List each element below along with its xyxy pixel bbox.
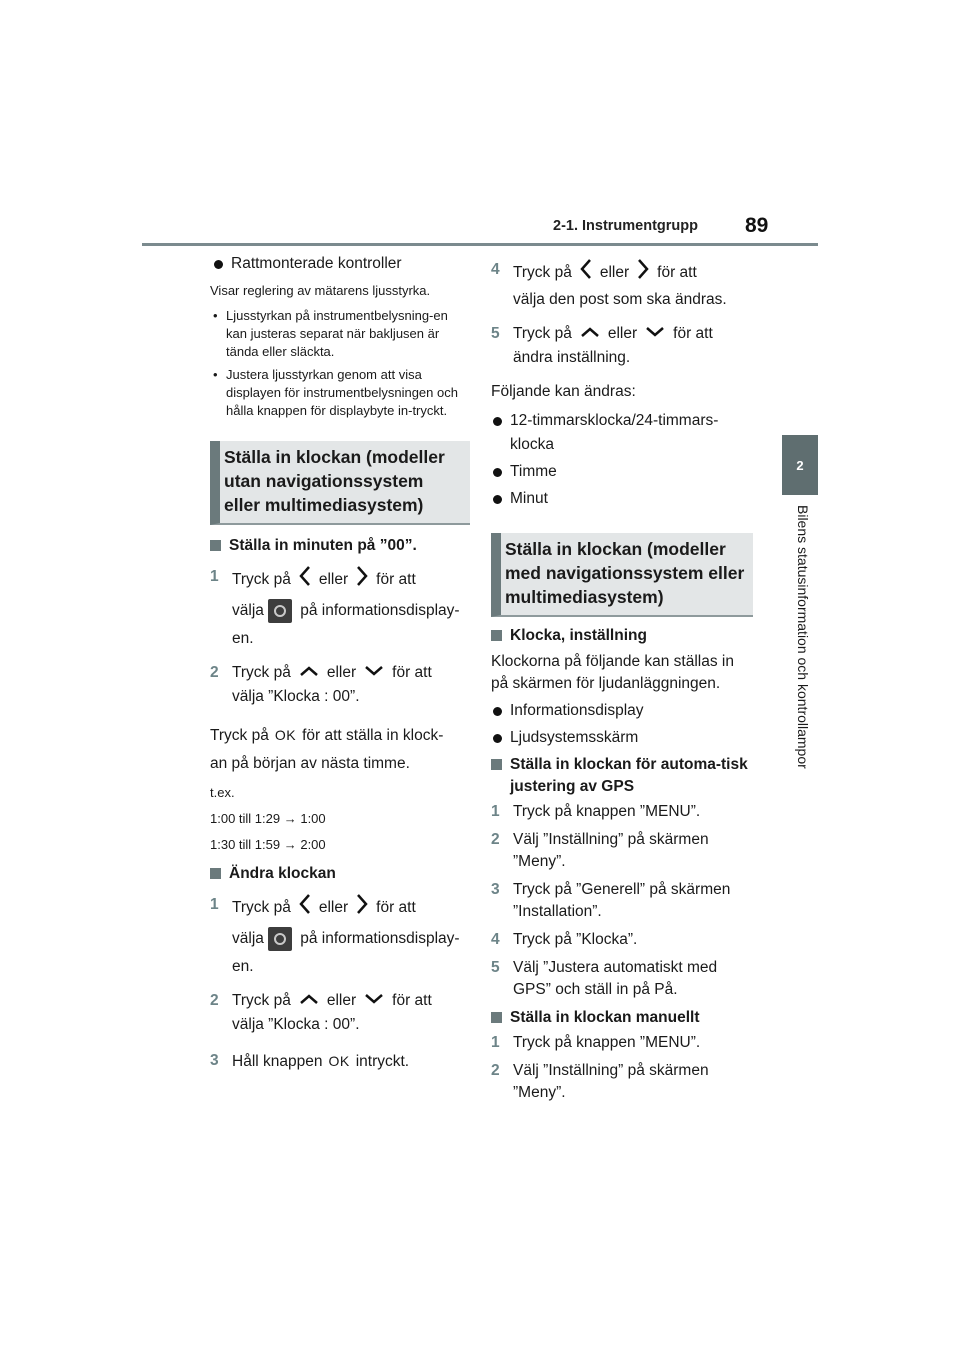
text-foljande: Följande kan ändras: — [491, 383, 636, 401]
step-number: 3 — [210, 1052, 219, 1070]
settings-gear-icon — [268, 599, 292, 623]
example-1: 1:00 till 1:29 → 1:00 — [210, 811, 326, 827]
chevron-left-icon — [299, 893, 311, 923]
page-number: 89 — [745, 214, 769, 237]
subheading-gps: Ställa in klockan för automa-tisk justering av GPS — [491, 754, 750, 798]
chapter-label: Bilens statusinformation och kontrollampor — [795, 505, 811, 769]
step-text: eller — [318, 571, 349, 589]
step-man-1: 1 Tryck på knappen ”MENU”. — [491, 1032, 753, 1054]
step-text: på informationsdisplay- — [300, 930, 460, 948]
step-text: eller — [607, 325, 638, 343]
step-number: 1 — [491, 1034, 500, 1052]
step-text: välja ”Klocka : 00”. — [232, 1016, 360, 1034]
step-text: välja — [232, 930, 264, 948]
step-text: intryckt. — [355, 1053, 410, 1071]
step-number: 1 — [210, 568, 219, 585]
step-text: välja — [232, 602, 264, 620]
section-title: 2-1. Instrumentgrupp — [553, 218, 699, 234]
step-2b — [210, 989, 470, 1037]
step-number: 2 — [210, 992, 219, 1010]
chapter-number: 2 — [796, 457, 804, 473]
heading-box-text: Ställa in klockan (modeller utan navigationssystem eller multimediasystem) — [224, 447, 445, 515]
step-text: Tryck på — [232, 992, 291, 1010]
chevron-right-icon — [356, 893, 368, 923]
column-left — [210, 252, 470, 1074]
step-4 — [491, 258, 753, 312]
step-text: Tryck på — [232, 571, 291, 589]
step-number: 1 — [491, 803, 500, 821]
step-gps-4: 4 Tryck på ”Klocka”. — [491, 929, 753, 951]
step-text: en. — [232, 630, 254, 648]
step-gps-1: 1 Tryck på knappen ”MENU”. — [491, 801, 753, 823]
chevron-up-icon — [580, 322, 600, 346]
step-number: 4 — [491, 261, 500, 278]
text-tryck-ok-2: an på början av nästa timme. — [210, 755, 410, 773]
bullet-timmarsklocka: 12-timmarsklocka/24-timmars-klocka — [491, 409, 735, 457]
heading-box-med-nav — [491, 533, 753, 617]
chevron-up-icon — [299, 989, 319, 1013]
step-text: för att — [376, 899, 416, 917]
heading-box-text: Ställa in klockan (modeller med navigationssystem eller multimediasystem) — [505, 539, 745, 608]
chevron-left-icon — [580, 258, 592, 288]
chevron-down-icon — [364, 661, 384, 685]
step-text: eller — [599, 264, 630, 282]
step-text: eller — [326, 664, 357, 682]
chevron-right-icon — [637, 258, 649, 288]
step-text: för att — [376, 571, 416, 589]
column-right — [491, 258, 753, 1104]
step-3 — [210, 1049, 470, 1074]
step-text: Tryck på — [232, 899, 291, 917]
step-text: ändra inställning. — [513, 349, 631, 367]
step-number: 5 — [491, 959, 500, 977]
step-gps-3: 3 Tryck på ”Generell” på skärmen ”Installation”. — [491, 881, 731, 921]
bullet-informationsdisplay: Informationsdisplay — [491, 699, 753, 723]
text-visar: Visar reglering av mätarens ljusstyrka. — [210, 283, 431, 298]
chevron-right-icon — [356, 565, 368, 595]
step-number: 2 — [491, 831, 500, 849]
step-5 — [491, 322, 753, 370]
chevron-up-icon — [299, 661, 319, 685]
step-text: eller — [326, 992, 357, 1010]
subheading-andra: Ändra klockan — [210, 863, 470, 885]
step-number: 2 — [491, 1062, 500, 1080]
step-1b — [210, 893, 470, 979]
step-text: på informationsdisplay- — [300, 602, 460, 620]
header-rule — [142, 243, 818, 246]
ok-button-glyph: OK — [274, 727, 297, 744]
step-man-2: 2 Välj ”Inställning” på skärmen ”Meny”. — [491, 1062, 709, 1102]
chevron-down-icon — [645, 322, 665, 346]
text-klockorna: Klockorna på följande kan ställas in på skärmen för ljudanläggningen. — [491, 653, 734, 693]
step-number: 4 — [491, 931, 500, 949]
bullet-ljudsystemsskarm: Ljudsystemsskärm — [491, 726, 753, 750]
step-text: en. — [232, 958, 254, 976]
step-number: 2 — [210, 664, 219, 682]
step-text: för att — [657, 264, 697, 282]
text-tex: t.ex. — [210, 785, 235, 801]
step-number: 3 — [491, 881, 500, 899]
chapter-tab — [782, 435, 818, 495]
step-number: 5 — [491, 325, 500, 342]
step-text: för att — [392, 992, 432, 1010]
subheading-klocka: Klocka, inställning — [491, 625, 753, 647]
step-text: välja ”Klocka : 00”. — [232, 688, 360, 706]
subheading-minuten: Ställa in minuten på ”00”. — [210, 535, 470, 557]
note-ljusstyrka: • Ljusstyrkan på instrumentbelysning-en kan justeras separat när bakljusen är tända eller släckta. — [210, 307, 470, 361]
step-gps-5: 5 Välj ”Justera automatiskt med GPS” och ställ in på På. — [491, 959, 718, 999]
step-text: Tryck på — [232, 664, 291, 682]
step-text: välja den post som ska ändras. — [513, 291, 727, 308]
text-tryck-ok: Tryck på OK för att ställa in klock- — [210, 723, 470, 748]
step-number: 1 — [210, 896, 219, 914]
bullet-minut: Minut — [491, 487, 753, 511]
step-text: Tryck på — [513, 325, 572, 343]
step-gps-2: 2 Välj ”Inställning” på skärmen ”Meny”. — [491, 831, 709, 871]
subheading-manuellt: Ställa in klockan manuellt — [491, 1007, 753, 1029]
ok-button-glyph: OK — [328, 1053, 350, 1070]
step-text: för att — [673, 325, 713, 343]
chevron-down-icon — [364, 989, 384, 1013]
bullet-timme: Timme — [491, 460, 753, 484]
note-justera: • Justera ljusstyrkan genom att visa displayen för instrumentbelysningen och hålla knappen för displaybyte in-tryckt. — [210, 366, 470, 420]
settings-gear-icon — [268, 927, 292, 951]
step-text: för att — [392, 664, 432, 682]
bullet-rattmonterade: Rattmonterade kontroller — [212, 252, 470, 276]
step-1 — [210, 565, 470, 651]
step-text: Tryck på — [513, 264, 572, 282]
step-text: eller — [318, 899, 349, 917]
step-2 — [210, 661, 470, 709]
step-text: Håll knappen — [232, 1053, 323, 1071]
chevron-left-icon — [299, 565, 311, 595]
heading-box-utan-nav — [210, 441, 470, 525]
example-2: 1:30 till 1:59 → 2:00 — [210, 837, 326, 853]
